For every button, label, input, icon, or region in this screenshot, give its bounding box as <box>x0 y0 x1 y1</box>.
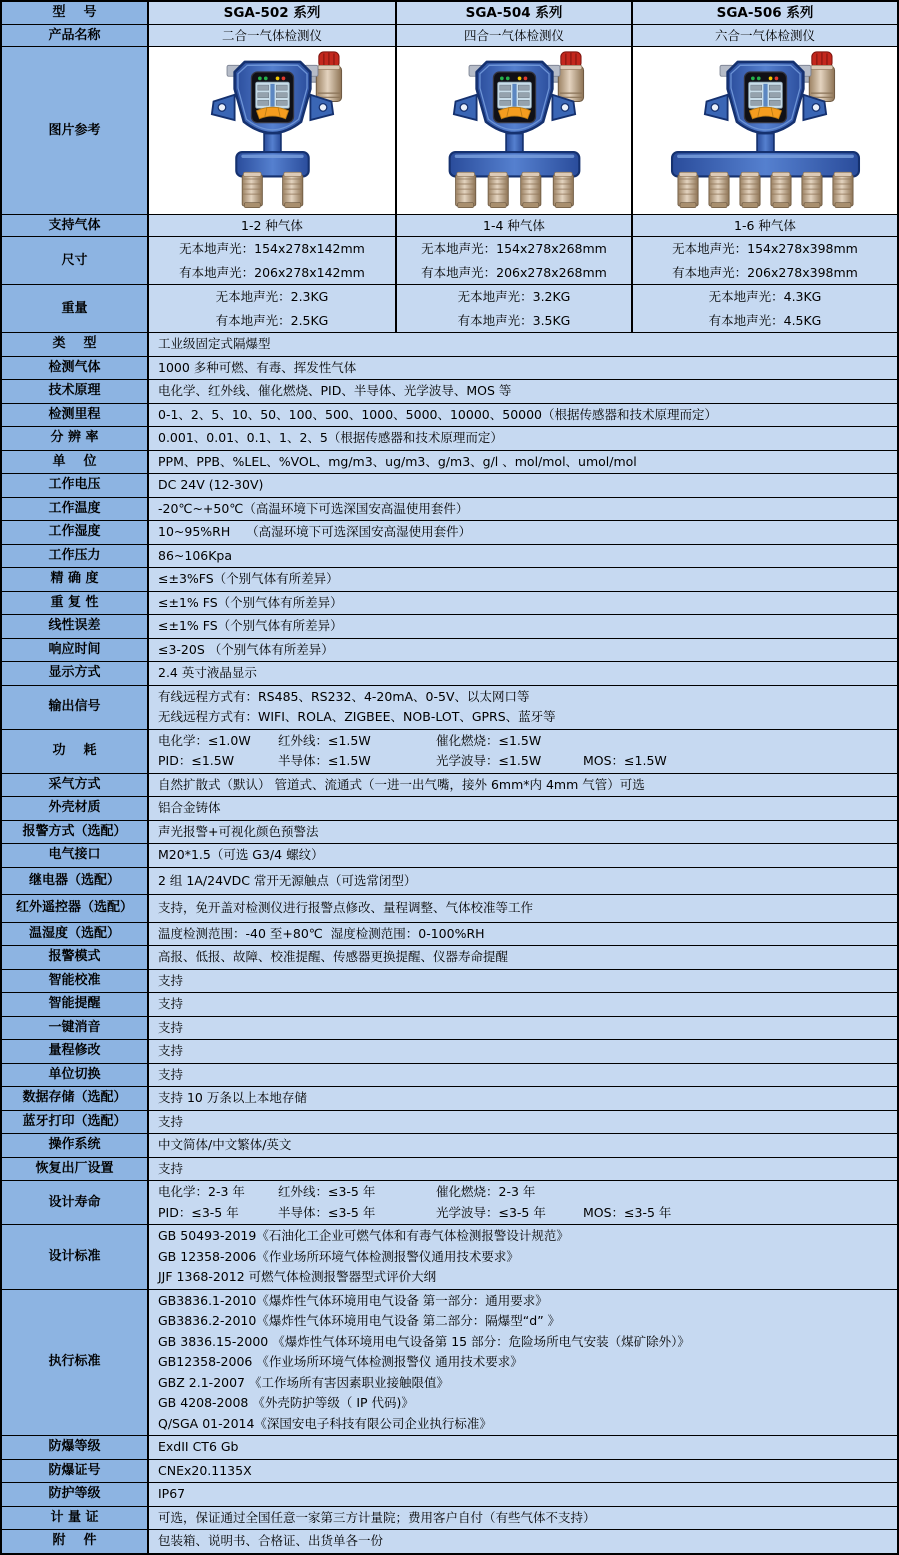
row-sampling-method <box>2 774 897 798</box>
row-label-factory-reset: 恢复出厂设置 <box>2 1158 149 1181</box>
value-factory-reset: 支持 <box>149 1158 897 1181</box>
value-design-standards: GB 50493-2019《石油化工企业可燃气体和有毒气体检测报警设计规范》 GB 12358-2006《作业场所环境气体检测报警仪通用技术要求》 JJF 1368-2012 可燃气体检测报警器型式评价大纲 <box>149 1225 897 1289</box>
row-supported-gases <box>2 215 897 237</box>
row-values-temp-humidity <box>149 923 897 946</box>
row-values-accessories <box>149 1530 897 1553</box>
row-values-sampling-method <box>149 774 897 797</box>
value-smart-calibration: 支持 <box>149 970 897 993</box>
row-label-type: 类 型 <box>2 333 149 356</box>
row-label-data-storage: 数据存储（选配） <box>2 1087 149 1110</box>
row-label-range-modification: 量程修改 <box>2 1040 149 1063</box>
row-values-type <box>149 333 897 356</box>
row-explosion-proof-cert <box>2 1460 897 1484</box>
row-label-housing-material: 外壳材质 <box>2 797 149 820</box>
value-units: PPM、PPB、%LEL、%VOL、mg/m3、ug/m3、g/m3、g/l 、mol/mol、umol/mol <box>149 451 897 474</box>
row-values-working-temperature <box>149 498 897 521</box>
row-label-linearity-error: 线性误差 <box>2 615 149 638</box>
cell-product-name-2: 四合一气体检测仪 <box>397 25 633 46</box>
row-values-working-pressure <box>149 545 897 568</box>
row-values-ir-remote <box>149 895 897 922</box>
value-power-consumption: 电化学：≤1.0W 红外线：≤1.5W 催化燃烧：≤1.5W PID：≤1.5W 半导体：≤1.5W 光学波导：≤1.5W MOS：≤1.5W <box>149 730 897 773</box>
row-output-signal <box>2 686 897 730</box>
row-model <box>2 2 897 25</box>
row-label-weight: 重量 <box>2 285 149 332</box>
row-linearity-error <box>2 615 897 639</box>
row-values-executive-standards <box>149 1290 897 1436</box>
row-repeatability <box>2 592 897 616</box>
cell-product-name-3: 六合一气体检测仪 <box>633 25 897 46</box>
row-label-technology: 技术原理 <box>2 380 149 403</box>
value-response-time: ≤3-20S （个别气体有所差异） <box>149 639 897 662</box>
cell-image-reference-1 <box>149 47 397 214</box>
value-output-signal: 有线远程方式有：RS485、RS232、4-20mA、0-5V、以太网口等 无线远程方式有：WIFI、ROLA、ZIGBEE、NOB-LOT、GPRS、蓝牙等 <box>149 686 897 729</box>
cell-product-name-1: 二合一气体检测仪 <box>149 25 397 46</box>
row-values-factory-reset <box>149 1158 897 1181</box>
device-image-sga-502 <box>166 51 379 211</box>
row-label-repeatability: 重 复 性 <box>2 592 149 615</box>
row-values-data-storage <box>149 1087 897 1110</box>
value-display: 2.4 英寸液晶显示 <box>149 662 897 685</box>
row-values-smart-calibration <box>149 970 897 993</box>
cell-model-1: SGA-502 系列 <box>149 2 397 24</box>
row-label-units: 单 位 <box>2 451 149 474</box>
row-display <box>2 662 897 686</box>
value-detectable-gases: 1000 多种可燃、有毒、挥发性气体 <box>149 357 897 380</box>
row-label-product-name: 产品名称 <box>2 25 149 46</box>
row-values-dimensions <box>149 237 897 284</box>
row-label-accessories: 附 件 <box>2 1530 149 1553</box>
cell-model-3: SGA-506 系列 <box>633 2 897 24</box>
row-accuracy <box>2 568 897 592</box>
cell-image-reference-2 <box>397 47 633 214</box>
row-label-display: 显示方式 <box>2 662 149 685</box>
row-label-alarm-modes: 报警模式 <box>2 946 149 969</box>
row-label-image-reference: 图片参考 <box>2 47 149 214</box>
value-explosion-proof-grade: ExdII CT6 Gb <box>149 1436 897 1459</box>
cell-supported-gases-1: 1-2 种气体 <box>149 215 397 236</box>
row-factory-reset <box>2 1158 897 1182</box>
row-relay <box>2 868 897 896</box>
row-label-unit-switching: 单位切换 <box>2 1064 149 1087</box>
row-label-smart-calibration: 智能校准 <box>2 970 149 993</box>
cell-dimensions-2: 无本地声光：154x278x268mm 有本地声光：206x278x268mm <box>397 237 633 284</box>
value-temp-humidity: 温度检测范围：-40 至+80℃ 湿度检测范围：0-100%RH <box>149 923 897 946</box>
row-measuring-range <box>2 404 897 428</box>
row-label-explosion-proof-cert: 防爆证号 <box>2 1460 149 1483</box>
value-relay: 2 组 1A/24VDC 常开无源触点（可选常闭型） <box>149 868 897 895</box>
row-values-resolution <box>149 427 897 450</box>
row-values-working-humidity <box>149 521 897 544</box>
row-one-key-mute <box>2 1017 897 1041</box>
row-smart-calibration <box>2 970 897 994</box>
row-design-standards <box>2 1225 897 1290</box>
row-values-weight <box>149 285 897 332</box>
row-values-output-signal <box>149 686 897 729</box>
row-values-design-standards <box>149 1225 897 1289</box>
row-label-model: 型 号 <box>2 2 149 24</box>
row-label-resolution: 分 辨 率 <box>2 427 149 450</box>
row-values-technology <box>149 380 897 403</box>
value-unit-switching: 支持 <box>149 1064 897 1087</box>
row-data-storage <box>2 1087 897 1111</box>
value-linearity-error: ≤±1% FS（个别气体有所差异） <box>149 615 897 638</box>
row-label-output-signal: 输出信号 <box>2 686 149 729</box>
row-values-repeatability <box>149 592 897 615</box>
row-label-explosion-proof-grade: 防爆等级 <box>2 1436 149 1459</box>
row-protection-rating <box>2 1483 897 1507</box>
value-working-temperature: -20℃~+50℃（高温环境下可选深国安高温使用套件） <box>149 498 897 521</box>
row-label-metrology-cert: 计 量 证 <box>2 1507 149 1530</box>
value-metrology-cert: 可选，保证通过全国任意一家第三方计量院；费用客户自付（有些气体不支持） <box>149 1507 897 1530</box>
row-label-accuracy: 精 确 度 <box>2 568 149 591</box>
row-values-detectable-gases <box>149 357 897 380</box>
row-executive-standards <box>2 1290 897 1437</box>
row-label-one-key-mute: 一键消音 <box>2 1017 149 1040</box>
row-label-working-voltage: 工作电压 <box>2 474 149 497</box>
cell-weight-1: 无本地声光：2.3KG 有本地声光：2.5KG <box>149 285 397 332</box>
value-repeatability: ≤±1% FS（个别气体有所差异） <box>149 592 897 615</box>
row-values-one-key-mute <box>149 1017 897 1040</box>
row-label-detectable-gases: 检测气体 <box>2 357 149 380</box>
row-label-operating-system: 操作系统 <box>2 1134 149 1157</box>
row-values-metrology-cert <box>149 1507 897 1530</box>
row-values-accuracy <box>149 568 897 591</box>
row-values-units <box>149 451 897 474</box>
row-working-humidity <box>2 521 897 545</box>
row-label-working-pressure: 工作压力 <box>2 545 149 568</box>
value-housing-material: 铝合金铸体 <box>149 797 897 820</box>
value-design-life: 电化学：2-3 年 红外线：≤3-5 年 催化燃烧：2-3 年 PID：≤3-5 年 半导体：≤3-5 年 光学波导：≤3-5 年 MOS：≤3-5 年 <box>149 1181 897 1224</box>
value-operating-system: 中文简体/中文繁体/英文 <box>149 1134 897 1157</box>
row-values-alarm-modes <box>149 946 897 969</box>
row-dimensions <box>2 237 897 285</box>
value-electrical-interface: M20*1.5（可选 G3/4 螺纹） <box>149 844 897 867</box>
row-values-product-name <box>149 25 897 46</box>
row-accessories <box>2 1530 897 1553</box>
row-bluetooth-printing <box>2 1111 897 1135</box>
row-label-executive-standards: 执行标准 <box>2 1290 149 1436</box>
row-label-sampling-method: 采气方式 <box>2 774 149 797</box>
row-values-supported-gases <box>149 215 897 236</box>
row-values-protection-rating <box>149 1483 897 1506</box>
row-label-working-temperature: 工作温度 <box>2 498 149 521</box>
row-response-time <box>2 639 897 663</box>
value-explosion-proof-cert: CNEx20.1135X <box>149 1460 897 1483</box>
row-power-consumption <box>2 730 897 774</box>
row-values-electrical-interface <box>149 844 897 867</box>
row-label-bluetooth-printing: 蓝牙打印（选配） <box>2 1111 149 1134</box>
value-ir-remote: 支持，免开盖对检测仪进行报警点修改、量程调整、气体校准等工作 <box>149 895 897 922</box>
row-values-housing-material <box>149 797 897 820</box>
value-working-voltage: DC 24V (12-30V) <box>149 474 897 497</box>
cell-weight-3: 无本地声光：4.3KG 有本地声光：4.5KG <box>633 285 897 332</box>
row-explosion-proof-grade <box>2 1436 897 1460</box>
value-technology: 电化学、红外线、催化燃烧、PID、半导体、光学波导、MOS 等 <box>149 380 897 403</box>
row-values-unit-switching <box>149 1064 897 1087</box>
row-label-protection-rating: 防护等级 <box>2 1483 149 1506</box>
row-weight <box>2 285 897 333</box>
row-design-life <box>2 1181 897 1225</box>
cell-image-reference-3 <box>633 47 897 214</box>
row-label-working-humidity: 工作湿度 <box>2 521 149 544</box>
row-values-smart-reminder <box>149 993 897 1016</box>
row-image-reference <box>2 47 897 215</box>
row-operating-system <box>2 1134 897 1158</box>
row-smart-reminder <box>2 993 897 1017</box>
row-values-image-reference <box>149 47 897 214</box>
row-label-dimensions: 尺寸 <box>2 237 149 284</box>
row-ir-remote <box>2 895 897 923</box>
row-label-electrical-interface: 电气接口 <box>2 844 149 867</box>
value-one-key-mute: 支持 <box>149 1017 897 1040</box>
row-values-alarm-method <box>149 821 897 844</box>
value-smart-reminder: 支持 <box>149 993 897 1016</box>
row-type <box>2 333 897 357</box>
row-label-smart-reminder: 智能提醒 <box>2 993 149 1016</box>
value-executive-standards: GB3836.1-2010《爆炸性气体环境用电气设备 第一部分：通用要求》 GB3836.2-2010《爆炸性气体环境用电气设备 第二部分：隔爆型“d” 》 GB 3836.15-2000 《爆炸性气体环境用电气设备第 15 部分：危险场所电气安装（煤矿除外）》 GB12358-2006 《作业场所环境气体检测报警仪 通用技术要求》 GBZ 2.1-2007 《工作场所有害因素职业接触限值》 GB 4208-2008 《外壳防护等级（ IP 代码)》 Q/SGA 01-2014《深国安电子科技有限公司企业执行标准》 <box>149 1290 897 1436</box>
row-label-design-standards: 设计标准 <box>2 1225 149 1289</box>
value-bluetooth-printing: 支持 <box>149 1111 897 1134</box>
row-alarm-method <box>2 821 897 845</box>
row-label-design-life: 设计寿命 <box>2 1181 149 1224</box>
row-working-temperature <box>2 498 897 522</box>
cell-supported-gases-3: 1-6 种气体 <box>633 215 897 236</box>
value-type: 工业级固定式隔爆型 <box>149 333 897 356</box>
row-values-linearity-error <box>149 615 897 638</box>
row-values-range-modification <box>149 1040 897 1063</box>
row-values-response-time <box>149 639 897 662</box>
row-resolution <box>2 427 897 451</box>
value-alarm-method: 声光报警+可视化颜色预警法 <box>149 821 897 844</box>
value-sampling-method: 自然扩散式（默认） 管道式、流通式（一进一出气嘴，接外 6mm*内 4mm 气管）可选 <box>149 774 897 797</box>
row-working-pressure <box>2 545 897 569</box>
row-values-working-voltage <box>149 474 897 497</box>
row-values-power-consumption <box>149 730 897 773</box>
value-measuring-range: 0-1、2、5、10、50、100、500、1000、5000、10000、50000（根据传感器和技术原理而定） <box>149 404 897 427</box>
row-detectable-gases <box>2 357 897 381</box>
cell-dimensions-1: 无本地声光：154x278x142mm 有本地声光：206x278x142mm <box>149 237 397 284</box>
value-accessories: 包装箱、说明书、合格证、出货单各一份 <box>149 1530 897 1553</box>
value-working-humidity: 10~95%RH （高湿环境下可选深国安高湿使用套件） <box>149 521 897 544</box>
value-working-pressure: 86~106Kpa <box>149 545 897 568</box>
row-label-power-consumption: 功 耗 <box>2 730 149 773</box>
cell-dimensions-3: 无本地声光：154x278x398mm 有本地声光：206x278x398mm <box>633 237 897 284</box>
value-data-storage: 支持 10 万条以上本地存储 <box>149 1087 897 1110</box>
row-temp-humidity <box>2 923 897 947</box>
row-label-relay: 继电器（选配） <box>2 868 149 895</box>
row-range-modification <box>2 1040 897 1064</box>
row-values-relay <box>149 868 897 895</box>
value-protection-rating: IP67 <box>149 1483 897 1506</box>
row-values-bluetooth-printing <box>149 1111 897 1134</box>
row-technology <box>2 380 897 404</box>
row-unit-switching <box>2 1064 897 1088</box>
row-values-measuring-range <box>149 404 897 427</box>
row-label-ir-remote: 红外遥控器（选配） <box>2 895 149 922</box>
row-working-voltage <box>2 474 897 498</box>
row-values-display <box>149 662 897 685</box>
cell-supported-gases-2: 1-4 种气体 <box>397 215 633 236</box>
value-accuracy: ≤±3%FS（个别气体有所差异） <box>149 568 897 591</box>
row-housing-material <box>2 797 897 821</box>
row-values-explosion-proof-grade <box>149 1436 897 1459</box>
value-alarm-modes: 高报、低报、故障、校准提醒、传感器更换提醒、仪器寿命提醒 <box>149 946 897 969</box>
row-values-explosion-proof-cert <box>149 1460 897 1483</box>
row-metrology-cert <box>2 1507 897 1531</box>
value-range-modification: 支持 <box>149 1040 897 1063</box>
row-label-temp-humidity: 温湿度（选配） <box>2 923 149 946</box>
row-units <box>2 451 897 475</box>
row-electrical-interface <box>2 844 897 868</box>
value-resolution: 0.001、0.01、0.1、1、2、5（根据传感器和技术原理而定） <box>149 427 897 450</box>
row-label-supported-gases: 支持气体 <box>2 215 149 236</box>
cell-model-2: SGA-504 系列 <box>397 2 633 24</box>
row-values-model <box>149 2 897 24</box>
row-label-response-time: 响应时间 <box>2 639 149 662</box>
row-product-name <box>2 25 897 47</box>
device-image-sga-504 <box>408 51 621 211</box>
row-alarm-modes <box>2 946 897 970</box>
row-label-measuring-range: 检测里程 <box>2 404 149 427</box>
row-values-design-life <box>149 1181 897 1224</box>
row-values-operating-system <box>149 1134 897 1157</box>
device-image-sga-506 <box>659 51 872 211</box>
cell-weight-2: 无本地声光：3.2KG 有本地声光：3.5KG <box>397 285 633 332</box>
row-label-alarm-method: 报警方式（选配） <box>2 821 149 844</box>
